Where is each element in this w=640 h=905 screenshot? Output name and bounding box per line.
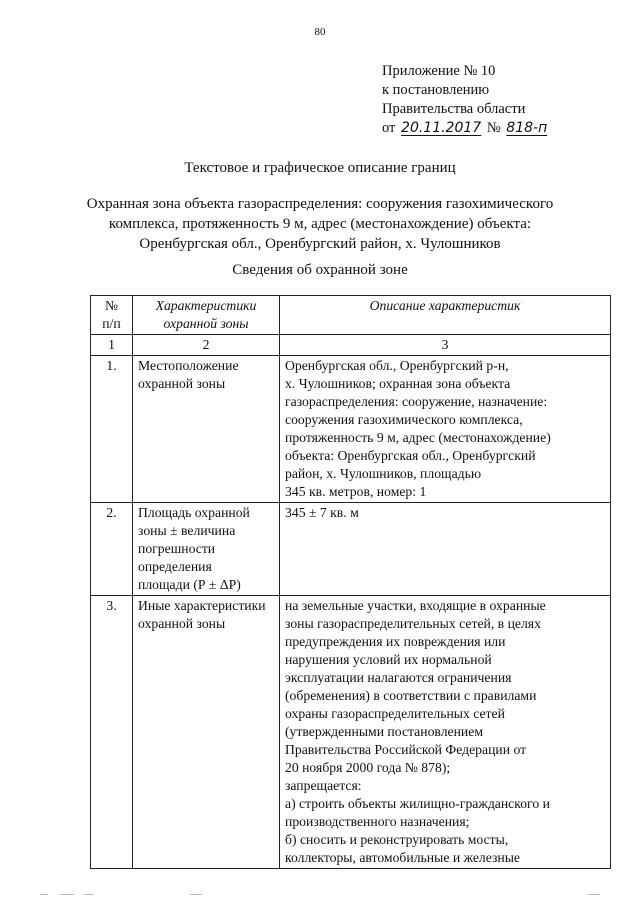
row-number-text: 3. [106,598,117,613]
row-description [280,503,611,596]
number-prefix: № [486,120,501,136]
header-line: п/п [102,316,121,331]
description-line: б) сносить и реконструировать мосты, [285,832,509,847]
document-title: Текстовое и графическое описание границ [184,160,456,176]
header-line: охранной зоны [163,316,249,331]
header-line: Описание характеристик [369,298,521,313]
appendix-block [382,62,549,138]
description-line: объекта: Оренбургская обл., Оренбургский [285,448,536,463]
description-line: х. Чулошников; охранная зона объекта [285,376,511,391]
description-line: зоны газораспределительных сетей, в целях [285,616,541,631]
row-description [280,596,611,869]
description-line: (обременения) в соответствии с правилами [285,688,537,703]
description-line: 20 ноября 2000 года № 878); [285,760,451,775]
description-line: 345 ± 7 кв. м [285,505,359,520]
characteristic-line: площади (Р ± ΔР) [138,577,241,592]
description-line: производственного назначения; [285,814,470,829]
column-number-row [91,335,611,356]
column-number: 2 [133,335,280,356]
description-line: охраны газораспределительных сетей [285,706,505,721]
description-line: Правительства Российской Федерации от [285,742,527,757]
subject-line: комплекса, протяженность 9 м, адрес (местонахождение) объекта: [108,216,532,232]
row-characteristic [133,596,280,869]
description-line: нарушения условий их нормальной [285,652,492,667]
description-line: коллекторы, автомобильные и железные [285,850,520,865]
characteristic-line: охранной зоны [138,616,226,631]
characteristic-line: Иные характеристики [138,598,266,613]
date-prefix: от [382,120,396,136]
row-number [91,596,133,869]
column-number: 1 [91,335,133,356]
description-line: предупреждения их повреждения или [285,634,506,649]
characteristic-line: определения [138,559,212,574]
header-line: № [104,298,119,313]
row-number-text: 2. [106,505,117,520]
description-line: эксплуатации налагаются ограничения [285,670,512,685]
description-line: газораспределения: сооружение, назначение: [285,394,548,409]
header-line: Характеристики [155,298,257,313]
subject-line: Охранная зона объекта газораспределения: сооружения газохимического [86,196,554,212]
appendix-date-line [382,119,549,138]
description-line: (утвержденными постановлением [285,724,483,739]
description-line: запрещается: [285,778,362,793]
column-number: 3 [280,335,611,356]
row-characteristic [133,503,280,596]
row-number [91,503,133,596]
row-characteristic [133,356,280,503]
appendix-line: Правительства области [382,101,526,117]
characteristic-line: Местоположение [138,358,239,373]
table-row [91,356,611,503]
scan-edge-marks [40,893,600,897]
page-number: 80 [314,26,326,38]
section-title: Сведения об охранной зоне [232,262,408,278]
characteristic-line: зоны ± величина [138,523,236,538]
table-header-row [91,296,611,335]
header-cell-characteristic [133,296,280,335]
description-line: Оренбургская обл., Оренбургский р-н, [285,358,509,373]
row-description [280,356,611,503]
table-row [91,596,611,869]
description-line: 345 кв. метров, номер: 1 [285,484,427,499]
description-line: а) строить объекты жилищно-гражданского и [285,796,550,811]
handwritten-date: 20.11.2017 [401,120,482,136]
description-line: район, х. Чулошников, площадью [285,466,482,481]
subject-line: Оренбургская обл., Оренбургский район, х. Чулошников [139,236,501,252]
header-cell-number [91,296,133,335]
row-number-text: 1. [106,358,117,373]
header-cell-description [280,296,611,335]
subject-block [60,194,580,254]
description-line: протяженность 9 м, адрес (местонахождение) [285,430,551,445]
row-number [91,356,133,503]
characteristic-line: погрешности [138,541,216,556]
table-row [91,503,611,596]
protection-zone-table [90,295,611,869]
appendix-line: к постановлению [382,82,490,98]
description-line: сооружения газохимического комплекса, [285,412,523,427]
handwritten-number: 818-п [506,120,548,136]
characteristic-line: охранной зоны [138,376,226,391]
characteristic-line: Площадь охранной [138,505,250,520]
description-line: на земельные участки, входящие в охранные [285,598,546,613]
appendix-line: Приложение № 10 [382,63,496,79]
